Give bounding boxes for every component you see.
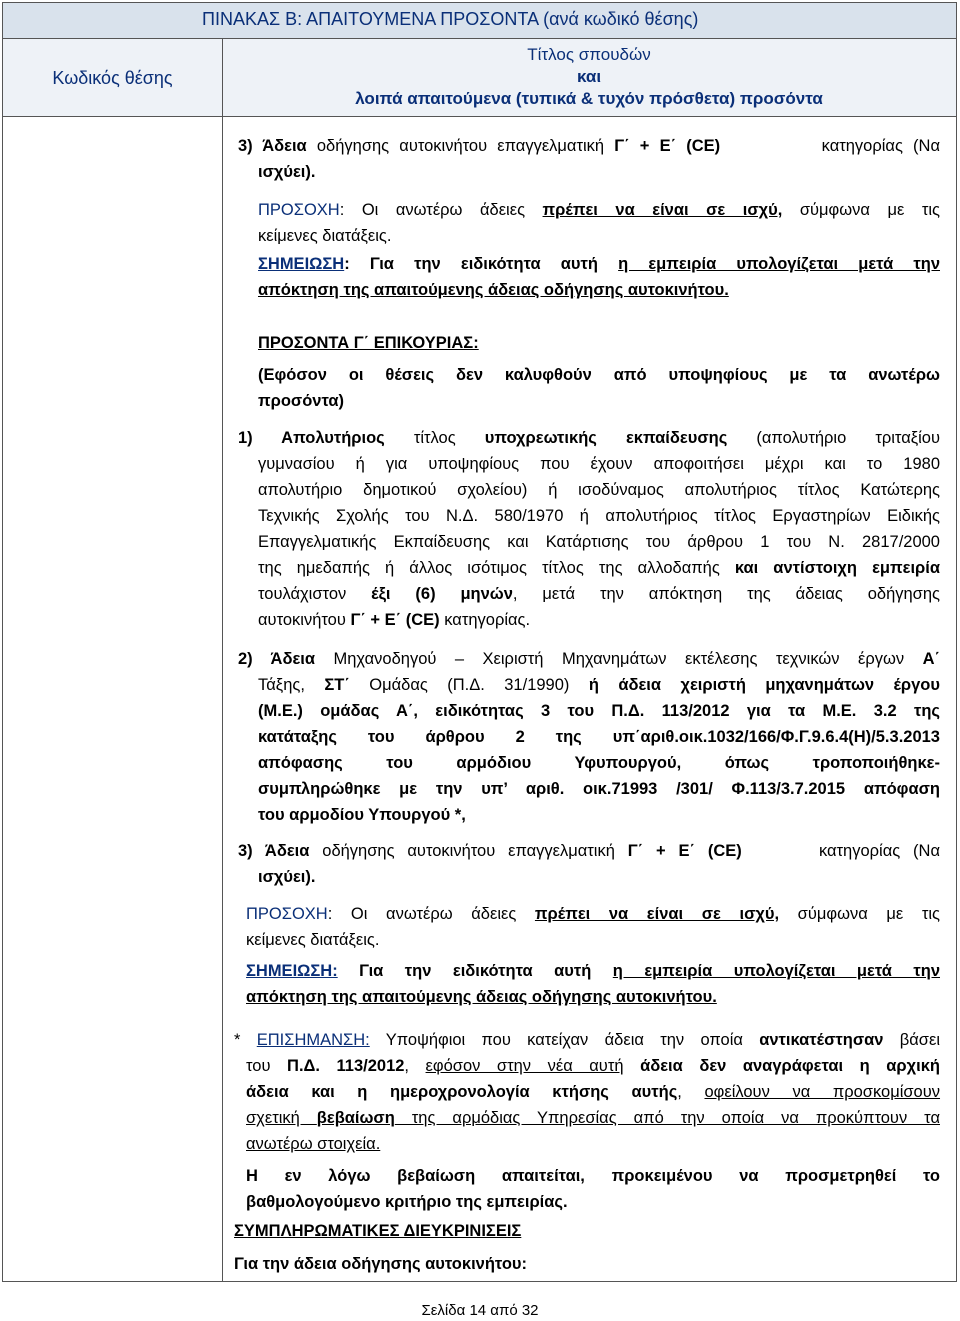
note-l3c: οφείλουν να προσκομίσουν	[704, 1083, 941, 1101]
header-col2-line2: και	[576, 67, 602, 86]
b1-simeiosi-u1: η εμπειρία υπολογίζεται μετά την	[618, 255, 940, 273]
b2-i2-l2c: Ομάδας (Π.Δ. 31/1990)	[349, 676, 589, 694]
b2-i1-l6a: της ημεδαπής ή άλλος ισότιμος τίτλος της αλλοδαπής	[258, 559, 735, 577]
page-title: ΠΙΝΑΚΑΣ Β: ΑΠΑΙΤΟΥΜΕΝΑ ΠΡΟΣΟΝΤΑ (ανά κωδικό θέσης)	[202, 9, 699, 29]
b2-i1-d: (απολυτήριο τριταξίου	[727, 429, 940, 447]
note-l2e: άδεια δεν αναγράφεται η αρχική	[623, 1057, 940, 1075]
b2-i2-l3: (Μ.Ε.) ομάδας Α΄, ειδικότητας 3 του Π.Δ. 113/2012 για τα Μ.Ε. 3.2 της	[258, 702, 940, 720]
block1-item3	[238, 133, 940, 185]
note-l2d: εφόσον στην νέα αυτή	[425, 1057, 624, 1075]
b2-i1-l8c: κατηγορίας.	[439, 611, 531, 629]
b2-i1-l4: Τεχνικής Σχολής του Ν.Δ. 580/1970 ή απολυτήριος τίτλος Εργαστηρίων Ειδικής	[258, 507, 940, 525]
b2-i1-l7b: έξι (6) μηνών	[371, 585, 513, 603]
block1-simeiosi	[258, 251, 940, 303]
note-l1a: Υποψήφιοι που κατείχαν άδεια την οποία	[369, 1031, 760, 1049]
note-l2a: του	[246, 1057, 288, 1075]
header-col-qualifications	[223, 44, 955, 110]
block2-intro	[258, 362, 940, 414]
b2-i1-l7c: , μετά την απόκτηση της άδειας οδήγησης	[512, 585, 940, 603]
b2-i2-c: Α΄	[922, 650, 940, 668]
b2-i2-b: Μηχανοδηγού – Χειριστή Μηχανημάτων εκτέλεσης τεχνικών έργων	[315, 650, 923, 668]
b1-simeiosi-text: : Για την ειδικότητα αυτή	[344, 255, 619, 273]
b2-i1-l5: Επαγγελματικής Εκπαίδευσης και Κατάρτισης του άρθρου 1 του Ν. 2817/2000	[258, 533, 940, 551]
column-divider	[222, 39, 223, 1281]
b1-item3-num: 3) Άδεια	[238, 137, 307, 155]
b1-item3-text: οδήγησης αυτοκινήτου επαγγελματική	[306, 137, 615, 155]
note-requirement	[246, 1163, 940, 1215]
b2-i1-l7a: τουλάχιστον	[258, 585, 372, 603]
note-l3b: ,	[677, 1083, 705, 1101]
b1-item3-tail: κατηγορίας (Να	[821, 137, 940, 155]
b2-i2-l2a: Τάξης,	[258, 676, 325, 694]
header-col2-line1: Τίτλος σπουδών	[527, 45, 651, 64]
b2-simeiosi-u2: απόκτηση της απαιτούμενης άδειας οδήγησης αυτοκινήτου.	[246, 988, 717, 1006]
note-star: *	[234, 1031, 257, 1049]
b2-intro2: προσόντα)	[258, 392, 345, 410]
note-req1: Η εν λόγω βεβαίωση απαιτείται, προκειμένου να προσμετρηθεί το	[246, 1167, 940, 1185]
b2-i3-e: ισχύει).	[258, 868, 316, 886]
note-l3a: άδεια και η ημεροχρονολογία κτήσης αυτής	[246, 1083, 678, 1101]
block2-item3	[238, 838, 940, 890]
b1-prosoxi-underline: πρέπει να είναι σε ισχύ,	[542, 201, 783, 219]
note-l2b: Π.Δ. 113/2012	[287, 1057, 405, 1075]
b2-i1-l8a: αυτοκινήτου	[258, 611, 351, 629]
b2-i1-l3: απολυτήριο δημοτικού σχολείου) ή ισοδύναμος απολυτήριος τίτλος Κατώτερης	[258, 481, 940, 499]
suppl-heading: ΣΥΜΠΛΗΡΩΜΑΤΙΚΕΣ ΔΙΕΥΚΡΙΝΙΣΕΙΣ	[234, 1222, 522, 1240]
b1-item3-cat: Γ΄ + Ε΄ (CE)	[614, 137, 721, 155]
b2-intro1: (Εφόσον οι θέσεις δεν καλυφθούν από υποψηφίους με τα ανωτέρω	[258, 366, 940, 384]
note-l4c: της αρμόδιας Υπηρεσίας από την οποία να προκύπτουν τα	[394, 1109, 940, 1127]
b2-prosoxi-text: : Οι ανωτέρω άδειες	[327, 905, 535, 923]
note-l5: ανωτέρω στοιχεία.	[246, 1135, 381, 1153]
b2-prosoxi-tail: σύμφωνα με τις	[779, 905, 940, 923]
b1-item3-end: ισχύει).	[258, 163, 316, 181]
b2-i3-c: Γ΄ + Ε΄ (CE)	[627, 842, 742, 860]
header-col2-line3: λοιπά απαιτούμενα (τυπικά & τυχόν πρόσθετα) προσόντα	[355, 89, 823, 108]
b2-i1-c: υποχρεωτικής εκπαίδευσης	[484, 429, 728, 447]
b2-i2-l5: απόφασης του αρμόδιου Υφυπουργού, όπως τροποποιήθηκε-	[258, 754, 940, 772]
note-l1b: αντικατέστησαν	[759, 1031, 884, 1049]
header-col-code-label: Κωδικός θέσης	[52, 67, 173, 88]
block2-simeiosi	[246, 958, 940, 1010]
b2-i2-l4: κατάταξης του άρθρου 2 της υπ΄αριθ.οικ.1032/166/Φ.Γ.9.6.4(Η)/5.3.2013	[258, 728, 940, 746]
block2-prosoxi	[246, 901, 940, 953]
b2-prosoxi-end: κείμενες διατάξεις.	[246, 931, 380, 949]
block2-heading: ΠΡΟΣΟΝΤΑ Γ΄ ΕΠΙΚΟΥΡΙΑΣ:	[258, 334, 479, 352]
suppl-subheading: Για την άδεια οδήγησης αυτοκινήτου:	[234, 1255, 527, 1273]
b2-i2-num: 2) Άδεια	[238, 650, 316, 668]
b1-prosoxi-end: κείμενες διατάξεις.	[258, 227, 392, 245]
b2-i3-b: οδήγησης αυτοκινήτου επαγγελματική	[309, 842, 628, 860]
b2-simeiosi-u1: η εμπειρία υπολογίζεται μετά την	[612, 962, 940, 980]
b1-prosoxi-tail: σύμφωνα με τις	[782, 201, 940, 219]
note-l4a: σχετική	[246, 1109, 317, 1127]
b2-i2-l6: συμπληρώθηκε με την υπ’ αριθ. οικ.71993 /301/ Φ.113/3.7.2015 απόφαση	[258, 780, 940, 798]
b2-simeiosi-text: Για την ειδικότητα αυτή	[337, 962, 613, 980]
b2-i1-l6b: και αντίστοιχη εμπειρία	[734, 559, 940, 577]
b1-prosoxi-text: : Οι ανωτέρω άδειες	[339, 201, 543, 219]
b2-i1-l8b: Γ΄ + Ε΄ (CE)	[350, 611, 440, 629]
b2-i3-d: κατηγορίας (Να	[818, 842, 940, 860]
block2-item1	[238, 425, 940, 633]
block2-item2	[238, 646, 940, 828]
page-footer: Σελίδα 14 από 32	[421, 1302, 539, 1319]
header-col-code	[3, 40, 222, 116]
note-label: ΕΠΙΣΗΜΑΝΣΗ:	[256, 1031, 370, 1049]
b2-i1-num: 1) Απολυτήριος	[238, 429, 385, 447]
b2-i2-l2d: ή άδεια χειριστή μηχανημάτων έργου	[588, 676, 940, 694]
b2-prosoxi-label: ΠΡΟΣΟΧΗ	[246, 905, 328, 923]
b2-i1-b: τίτλος	[384, 429, 485, 447]
b2-simeiosi-label: ΣΗΜΕΙΩΣΗ:	[246, 962, 338, 980]
b2-i2-l2b: ΣΤ΄	[324, 676, 350, 694]
b2-i2-l7: του αρμοδίου Υπουργού *,	[258, 806, 466, 824]
note-l4b: βεβαίωση	[316, 1109, 395, 1127]
b2-i1-l2: γυμνασίου ή για υποψηφίους που έχουν αποφοιτήσει μέχρι και το 1980	[258, 455, 940, 473]
b1-simeiosi-u2: απόκτηση της απαιτούμενης άδειας οδήγησης αυτοκινήτου.	[258, 281, 729, 299]
b1-simeiosi-label: ΣΗΜΕΙΩΣΗ	[258, 255, 345, 273]
b1-prosoxi-label: ΠΡΟΣΟΧΗ	[258, 201, 340, 219]
note-l2c: ,	[404, 1057, 426, 1075]
note-req2: βαθμολογούμενο κριτήριο της εμπειρίας.	[246, 1193, 568, 1211]
b2-prosoxi-underline: πρέπει να είναι σε ισχύ,	[534, 905, 780, 923]
note-l1c: βάσει	[883, 1031, 940, 1049]
b2-i3-num: 3) Άδεια	[238, 842, 310, 860]
note-episimansi	[234, 1027, 940, 1157]
block1-prosoxi	[258, 197, 940, 249]
